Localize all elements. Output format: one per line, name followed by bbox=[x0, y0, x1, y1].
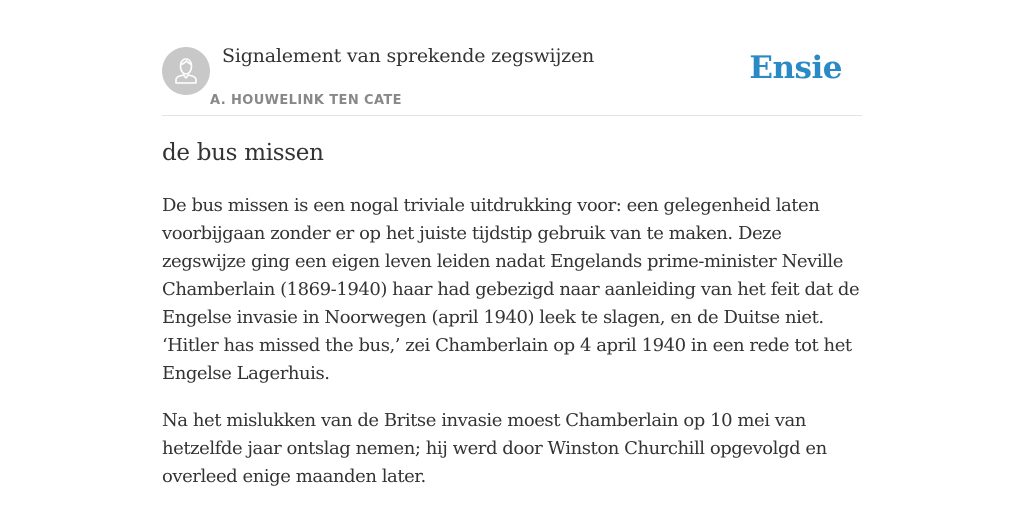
entry-header bbox=[162, 0, 862, 116]
ensie-logo[interactable]: Ensie bbox=[749, 50, 842, 86]
author-avatar[interactable] bbox=[162, 47, 210, 95]
book-title-link[interactable]: Signalement van sprekende zegswijzen bbox=[222, 45, 595, 67]
user-icon bbox=[162, 47, 210, 95]
entry-title: de bus missen bbox=[162, 140, 324, 166]
entry-paragraph-2: Na het mislukken van de Britse invasie moest Chamberlain op 10 mei van hetzelfde jaar ontslag nemen; hij werd door Winston Churchill opgevolgd en overleed enige maanden later. bbox=[162, 410, 827, 487]
author-name-link[interactable]: A. HOUWELINK TEN CATE bbox=[210, 93, 402, 108]
page-container bbox=[162, 0, 862, 487]
entry-paragraph-1: De bus missen is een nogal triviale uitdrukking voor: een gelegenheid laten voorbijgaan zonder er op het juiste tijdstip gebruik van te maken. Deze zegswijze ging een eigen leven leiden nadat Engelands prime-minister Neville Chamberlain (1869-1940) haar had gebezigd naar aanleiding van het feit dat de Engelse invasie in Noorwegen (april 1940) leek te slagen, en de Duitse niet. ‘Hitler has missed the bus,’ zei Chamberlain op 4 april 1940 in een rede tot het Engelse Lagerhuis. bbox=[162, 195, 860, 384]
